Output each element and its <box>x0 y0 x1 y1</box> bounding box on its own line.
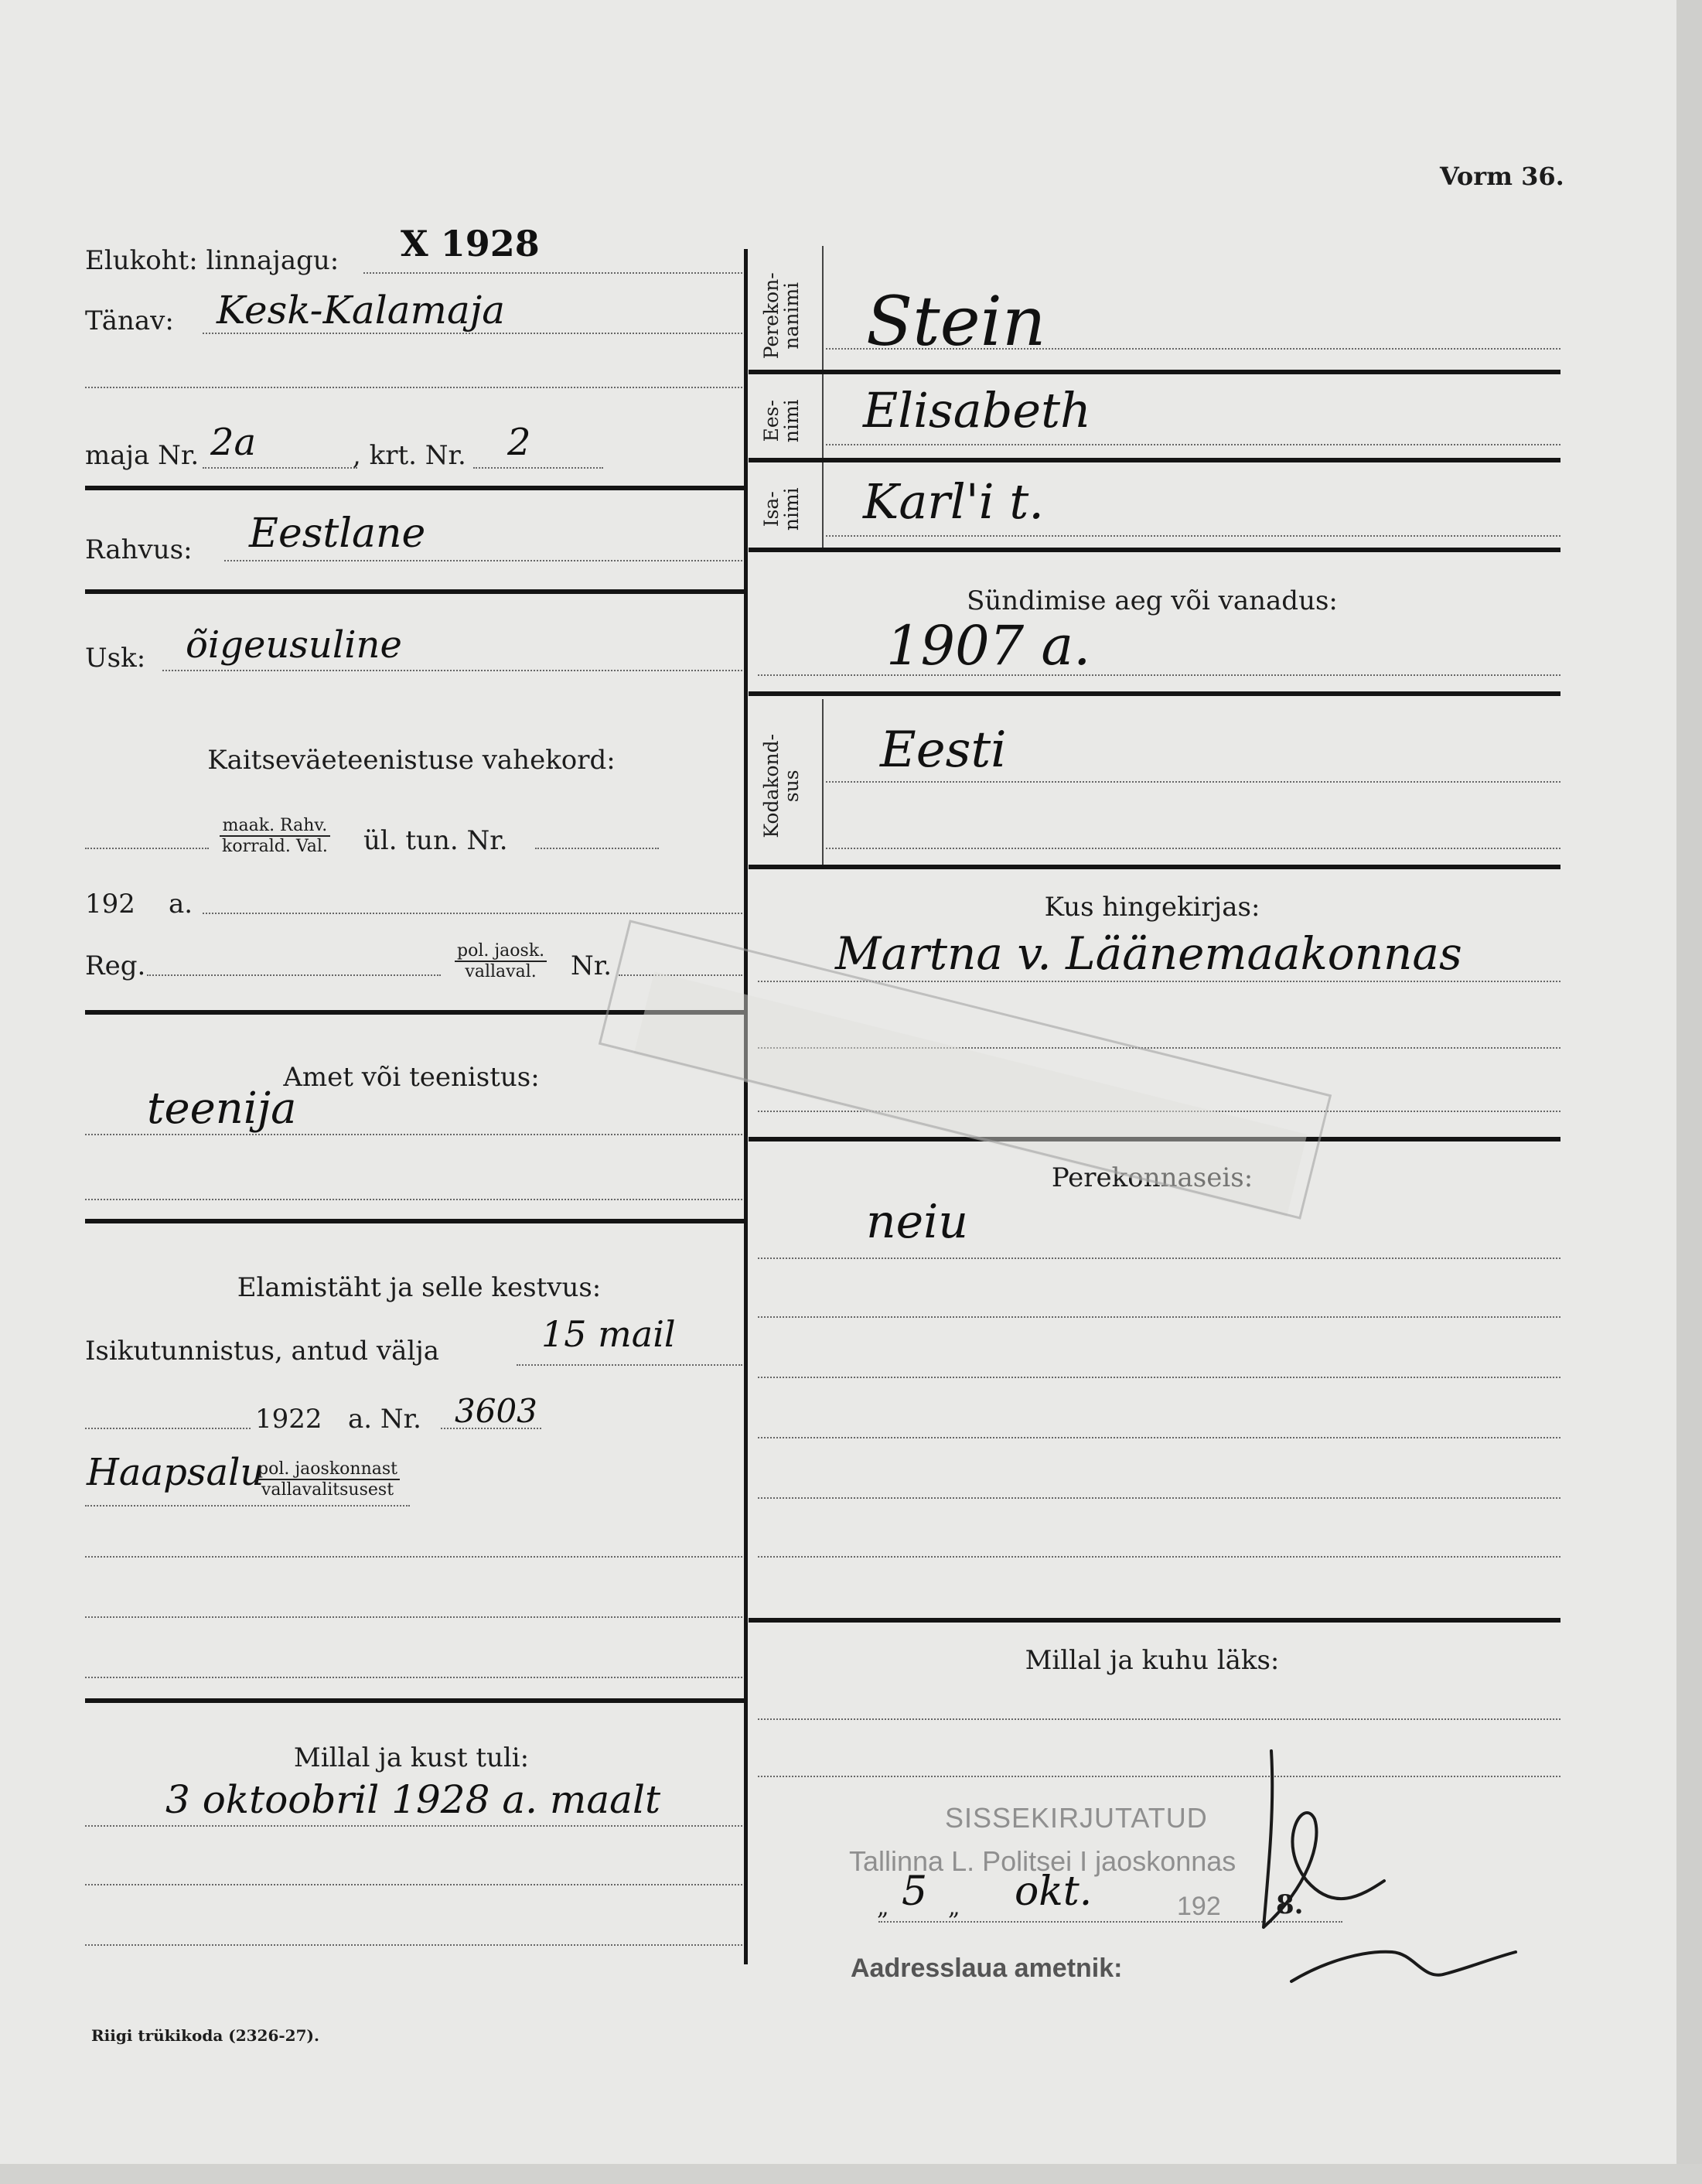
right-rule-5 <box>749 865 1560 869</box>
apartment-label: , krt. Nr. <box>353 440 466 471</box>
register-value: Martna v. Läänemaakonnas <box>835 927 1462 980</box>
blank-dotline-3 <box>85 1677 742 1678</box>
reg-label: Reg. <box>85 950 146 981</box>
departure-heading: Millal ja kuhu läks: <box>1025 1645 1280 1676</box>
patronymic-value: Karl'i t. <box>863 473 1044 530</box>
citizenship-dotline <box>826 781 1560 783</box>
blank-dotline-2 <box>85 1616 742 1618</box>
residence-district-value: X 1928 <box>401 223 540 264</box>
occupation-dotline-2 <box>85 1199 742 1200</box>
id-card-issuer-den: vallavalitsusest <box>261 1480 394 1500</box>
right-rule-2 <box>749 458 1560 462</box>
stamp-registered: SISSEKIRJUTATUD <box>945 1802 1208 1834</box>
id-card-a-nr-label: a. Nr. <box>348 1404 421 1435</box>
street-value: Kesk-Kalamaja <box>217 288 506 333</box>
citizenship-dotline-2 <box>826 848 1560 849</box>
reg-dotline <box>147 974 441 976</box>
nationality-dotline <box>224 560 742 561</box>
marital-dotline-5 <box>758 1497 1560 1499</box>
arrival-dotline-2 <box>85 1884 742 1885</box>
stamp-date-day: 5 <box>902 1868 928 1915</box>
blank-dotline-1 <box>85 1556 742 1558</box>
military-fraction-2 <box>455 942 547 981</box>
surname-value: Stein <box>866 282 1046 361</box>
center-divider <box>744 249 748 1964</box>
id-card-year: 1922 <box>255 1404 322 1435</box>
scan-edge-right <box>1676 0 1702 2184</box>
surname-label: Perekon- nanimi <box>759 272 803 360</box>
patronymic-dotline <box>826 535 1560 537</box>
issuer-dotline <box>85 1505 410 1507</box>
year-label: 192 <box>85 889 135 920</box>
officer-signature <box>1260 1749 1523 2012</box>
citizenship-value: Eesti <box>880 722 1007 779</box>
id-card-date: 15 mail <box>541 1313 676 1355</box>
marital-dotline-6 <box>758 1556 1560 1558</box>
id-card-year-lead <box>85 1428 251 1429</box>
apartment-value: 2 <box>507 421 531 464</box>
birth-value: 1907 a. <box>886 614 1091 677</box>
military-fraction-1-den: korrald. Val. <box>222 837 328 857</box>
scan-edge-bottom <box>0 2164 1702 2184</box>
military-dotline-a <box>85 848 209 849</box>
reg-nr-label: Nr. <box>571 950 612 981</box>
military-fraction-2-den: vallaval. <box>465 962 537 982</box>
religion-label: Usk: <box>85 643 146 674</box>
patronymic-label: Isa- nimi <box>759 487 803 531</box>
left-rule-5 <box>85 1698 744 1703</box>
street-dotline-2 <box>85 387 742 388</box>
stamp-date-year: 192 <box>1177 1892 1221 1921</box>
firstname-dotline <box>826 444 1560 445</box>
id-card-issuer-num: pol. jaoskonnast <box>255 1460 400 1480</box>
year-suffix: a. <box>169 889 193 920</box>
marital-dotline-2 <box>758 1316 1560 1318</box>
house-value: 2a <box>210 421 257 464</box>
right-rule-3 <box>749 548 1560 552</box>
house-dotline <box>203 467 357 469</box>
citizenship-label: Kodakond- sus <box>759 733 803 838</box>
id-card-number: 3603 <box>455 1392 537 1430</box>
left-rule-4 <box>85 1219 744 1223</box>
stamp-date-month: okt. <box>1015 1868 1093 1915</box>
left-rule-1 <box>85 486 744 490</box>
id-card-number-dotline <box>441 1428 541 1429</box>
religion-dotline <box>162 670 742 671</box>
id-card-label: Isikutunnistus, antud välja <box>85 1336 440 1367</box>
printer-note: Riigi trükikoda (2326-27). <box>91 2026 319 2045</box>
residence-dotline <box>363 272 742 274</box>
marital-dotline-3 <box>758 1377 1560 1378</box>
house-label: maja Nr. <box>85 440 200 471</box>
arrival-dotline <box>85 1825 742 1827</box>
right-rule-7 <box>749 1618 1560 1623</box>
right-rule-1 <box>749 370 1560 374</box>
marital-dotline-4 <box>758 1437 1560 1438</box>
marital-heading: Perekonnaseis: <box>1051 1162 1253 1193</box>
firstname-label: Ees- nimi <box>759 399 803 443</box>
marital-dotline-1 <box>758 1258 1560 1259</box>
right-rule-4 <box>749 691 1560 696</box>
military-fraction-2-num: pol. jaosk. <box>455 942 547 962</box>
firstname-value: Elisabeth <box>863 382 1091 439</box>
street-label: Tänav: <box>85 305 174 336</box>
stamp-date-prefix: „ <box>877 1894 889 1921</box>
label-column-divider <box>822 246 824 551</box>
birth-dotline <box>758 674 1560 676</box>
marital-value: neiu <box>866 1195 968 1249</box>
military-fraction-1 <box>220 817 330 855</box>
apartment-dotline <box>473 467 603 469</box>
id-card-issuer-fraction <box>255 1460 400 1499</box>
arrival-dotline-3 <box>85 1944 742 1946</box>
occupation-heading: Amet või teenistus: <box>283 1062 540 1093</box>
id-card-dotline <box>517 1364 742 1366</box>
id-card-issuer-value: Haapsalu <box>87 1451 264 1494</box>
arrival-heading: Millal ja kust tuli: <box>293 1742 530 1773</box>
nationality-label: Rahvus: <box>85 534 193 565</box>
stamp-office: Tallinna L. Politsei I jaoskonnas <box>849 1845 1236 1877</box>
left-rule-2 <box>85 589 744 594</box>
birth-heading: Sündimise aeg või vanadus: <box>967 585 1338 616</box>
register-heading: Kus hingekirjas: <box>1044 892 1260 923</box>
nationality-value: Eestlane <box>249 510 426 557</box>
residence-permit-heading: Elamistäht ja selle kestvus: <box>237 1272 602 1303</box>
religion-value: õigeusuline <box>186 623 402 667</box>
military-heading: Kaitseväeteenistuse vahekord: <box>207 745 616 776</box>
street-dotline <box>203 333 742 334</box>
form-number: Vorm 36. <box>1440 162 1564 191</box>
surname-dotline <box>826 348 1560 350</box>
residence-label: Elukoht: linnajagu: <box>85 245 339 276</box>
stamp-officer-label: Aadresslaua ametnik: <box>851 1954 1123 1983</box>
occupation-dotline <box>85 1134 742 1135</box>
stamp-date-quote: „ <box>948 1894 960 1921</box>
departure-dotline-1 <box>758 1718 1560 1720</box>
registration-number-label: ül. tun. Nr. <box>363 825 508 856</box>
registration-number-dotline <box>535 848 659 849</box>
occupation-value: teenija <box>147 1083 297 1134</box>
label-column-divider-2 <box>822 699 824 866</box>
arrival-value: 3 oktoobril 1928 a. maalt <box>165 1777 661 1822</box>
year-dotline <box>203 913 742 914</box>
military-fraction-1-num: maak. Rahv. <box>220 817 330 837</box>
stamp-date-year-suffix: 8. <box>1276 1889 1304 1920</box>
